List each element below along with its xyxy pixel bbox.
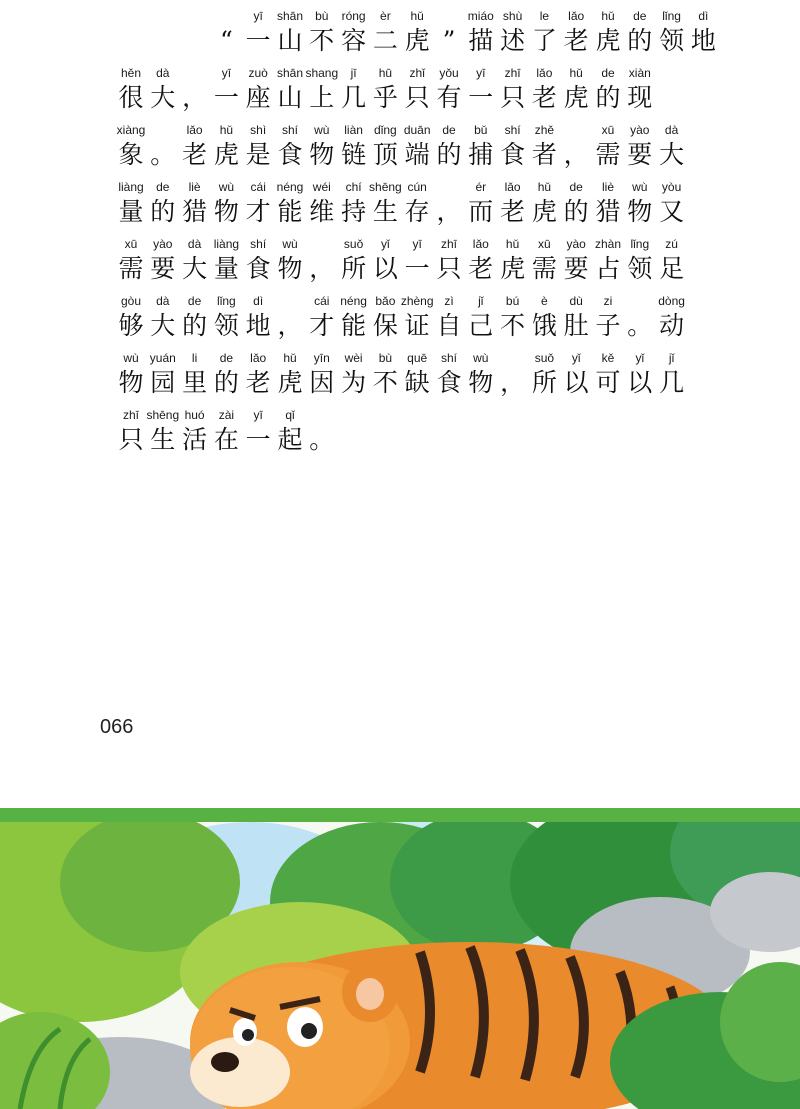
hanzi: 量 [118,197,144,226]
hanzi: 大 [150,311,176,340]
hanzi: 的 [563,197,589,226]
pinyin: suǒ [343,237,364,251]
hanzi: 领 [213,311,239,340]
hanzi: 要 [627,140,653,169]
hanzi: 一 [404,254,430,283]
hanzi: 又 [659,197,685,226]
hanzi: 食 [277,140,303,169]
pinyin: lǎo [250,351,267,365]
pinyin: de [633,9,647,23]
char-cell [276,237,304,293]
pinyin: xiàng [116,123,146,137]
pinyin: xū [601,123,615,137]
hanzi: 活 [182,425,208,454]
pinyin: chí [345,180,362,194]
hanzi: 猎 [182,197,208,226]
pinyin: xū [538,237,551,251]
hanzi: 虎 [404,26,430,55]
hanzi: ， [277,311,303,340]
pinyin: dì [253,294,264,308]
pinyin: cún [407,180,427,194]
hanzi: 动 [659,311,685,340]
hanzi: 链 [341,140,367,169]
hanzi: 虎 [595,26,621,55]
hanzi: 需 [118,254,144,283]
hanzi: 老 [468,254,494,283]
hanzi: 者 [531,140,557,169]
pinyin: lǎo [536,66,553,80]
pinyin: zhàn [594,237,622,251]
pinyin: shí [250,237,267,251]
pinyin: wù [218,180,235,194]
hanzi: 老 [531,83,557,112]
pinyin: cái [314,294,330,308]
pinyin: wù [282,237,298,251]
pinyin: liè [601,180,614,194]
hanzi: 证 [404,311,430,340]
pinyin: yǐ [381,237,390,251]
pinyin: liàng [213,237,240,251]
pinyin: yào [630,123,650,137]
char-cell [689,9,717,65]
hanzi: 几 [341,83,367,112]
pinyin: zhǐ [409,66,425,80]
hanzi: 要 [563,254,589,283]
pinyin: yī [412,237,422,251]
pinyin: bù [378,351,393,365]
hanzi: 几 [659,368,685,397]
pinyin: quē [407,351,428,365]
char-cell [244,294,272,350]
hanzi: 物 [468,368,494,397]
hanzi: 座 [245,83,271,112]
hanzi: 自 [436,311,462,340]
pinyin: yǐ [571,351,581,365]
pinyin: gòu [120,294,142,308]
pinyin: ér [475,180,487,194]
pinyin: wèi [344,351,363,365]
hanzi: 虎 [531,197,557,226]
hanzi: 乎 [372,83,398,112]
hanzi: 的 [627,26,653,55]
char-cell [308,408,336,464]
hanzi: 虎 [500,254,526,283]
pinyin: zhě [534,123,555,137]
pinyin: yī [221,66,232,80]
char-cell [594,294,622,350]
hanzi: 的 [213,368,239,397]
char-cell [658,237,686,293]
pinyin: zhī [122,408,139,422]
pinyin: zhī [504,66,521,80]
pinyin: dù [569,294,583,308]
pinyin: shí [440,351,457,365]
hanzi: 所 [341,254,367,283]
pinyin: dòng [658,294,685,308]
hanzi: 里 [182,368,208,397]
hanzi: 现 [627,83,653,112]
text-line [0,123,800,179]
pinyin: shù [502,9,523,23]
text-line [0,351,800,407]
hanzi: 猎 [595,197,621,226]
pinyin: wù [473,351,489,365]
pinyin: lǐng [662,9,681,23]
pinyin: dì [698,9,709,23]
hanzi: 食 [500,140,526,169]
pinyin: bǔ [474,123,488,137]
hanzi: 存 [404,197,430,226]
pinyin: hǔ [537,180,552,194]
hanzi: 一 [245,26,271,55]
hanzi: 顶 [372,140,398,169]
hanzi: 占 [595,254,621,283]
hanzi: 量 [213,254,239,283]
pinyin: shēng [369,180,402,194]
text-line [0,66,800,122]
pinyin: jǐ [668,351,675,365]
pinyin: dà [664,123,679,137]
pinyin: shì [250,123,267,137]
hanzi: 可 [595,368,621,397]
pinyin: yào [153,237,173,251]
hanzi: 有 [436,83,462,112]
pinyin: jǐ [478,294,484,308]
pinyin: róng [341,9,366,23]
pinyin: lǐng [630,237,650,251]
hanzi: 上 [309,83,335,112]
hanzi: 很 [118,83,144,112]
pinyin: è [541,294,548,308]
char-cell [626,66,654,122]
hanzi: 只 [404,83,430,112]
pinyin: cái [250,180,266,194]
pinyin: shang [305,66,339,80]
hanzi: 地 [690,26,716,55]
pinyin: hěn [120,66,142,80]
char-cell [658,123,686,179]
char-cell [467,351,495,407]
hanzi: 能 [341,311,367,340]
hanzi: 只 [436,254,462,283]
green-band [0,808,800,822]
hanzi: 大 [659,140,685,169]
hanzi: 己 [468,311,494,340]
hanzi: 子 [595,311,621,340]
pinyin: le [539,9,550,23]
hanzi: 而 [468,197,494,226]
hanzi: 。 [150,140,176,169]
pinyin: hǔ [283,351,297,365]
pinyin: bǎo [375,294,396,308]
pinyin: kě [601,351,615,365]
pinyin: de [569,180,583,194]
hanzi: 物 [213,197,239,226]
tiger-in-jungle-illustration [0,822,800,1109]
pinyin: huó [184,408,205,422]
pinyin: jī [350,66,357,80]
pinyin: lǎo [568,9,585,23]
pinyin: liàng [118,180,144,194]
pinyin: yīn [313,351,330,365]
hanzi: 大 [150,83,176,112]
char-cell [403,180,431,236]
hanzi: 为 [341,368,367,397]
hanzi: 述 [500,26,526,55]
pinyin: yòu [661,180,682,194]
pinyin: bú [505,294,520,308]
hanzi: ， [182,83,208,112]
char-cell [149,66,177,122]
hanzi: 生 [150,425,176,454]
pinyin: néng [276,180,304,194]
hanzi: 园 [150,368,176,397]
hanzi: ” [442,26,456,55]
hanzi: 虎 [563,83,589,112]
hanzi: 二 [372,26,398,55]
hanzi: 才 [309,311,335,340]
pinyin: xiàn [628,66,651,80]
char-cell [276,408,304,464]
hanzi: 。 [627,311,653,340]
hanzi: 不 [500,311,526,340]
pinyin: de [601,66,615,80]
hanzi: 捕 [468,140,494,169]
pinyin: zi [603,294,613,308]
pinyin: suǒ [534,351,555,365]
pinyin: liè [188,180,201,194]
hanzi: 了 [531,26,557,55]
pinyin: wéi [312,180,331,194]
hanzi: ， [500,368,526,397]
char-cell [658,294,686,350]
pinyin: dǐng [374,123,397,137]
pinyin: dà [156,294,170,308]
hanzi: 一 [245,425,271,454]
hanzi: 起 [277,425,303,454]
hanzi: 的 [182,311,208,340]
hanzi: 领 [659,26,685,55]
hanzi: ， [309,254,335,283]
hanzi: 需 [595,140,621,169]
pinyin: zhèng [400,294,434,308]
hanzi: 领 [627,254,653,283]
hanzi: 物 [118,368,144,397]
pinyin: dà [156,66,170,80]
hanzi: 老 [500,197,526,226]
hanzi: 才 [245,197,271,226]
hanzi: 的 [150,197,176,226]
hanzi: ， [563,140,589,169]
hanzi: 能 [277,197,303,226]
text-line [0,294,800,350]
pinyin: shān [276,9,304,23]
pinyin: lǎo [504,180,521,194]
char-cell [117,123,145,179]
pinyin: néng [340,294,367,308]
hanzi: 山 [277,26,303,55]
pinyin: zì [444,294,454,308]
pinyin: hǔ [601,9,615,23]
pinyin: hǔ [219,123,234,137]
hanzi: 饿 [531,311,557,340]
hanzi: 的 [595,83,621,112]
pinyin: yào [566,237,586,251]
hanzi: 是 [245,140,271,169]
text-line [0,237,800,293]
pinyin: lǐng [217,294,236,308]
hanzi: 物 [277,254,303,283]
hanzi: 山 [277,83,303,112]
hanzi: 够 [118,311,144,340]
pinyin: shēng [146,408,180,422]
hanzi: 一 [468,83,494,112]
pinyin: lǎo [186,123,203,137]
hanzi: 所 [531,368,557,397]
char-cell [658,351,686,407]
hanzi: 足 [659,254,685,283]
pinyin: èr [380,9,391,23]
pinyin: shān [276,66,304,80]
hanzi: 不 [372,368,398,397]
hanzi: 虎 [277,368,303,397]
hanzi: 以 [627,368,653,397]
pinyin: yī [253,408,263,422]
pinyin: wù [123,351,139,365]
hanzi: 老 [182,140,208,169]
pinyin: hǔ [569,66,583,80]
pinyin: de [187,294,202,308]
hanzi: 的 [436,140,462,169]
pinyin: yǒu [439,66,459,80]
pinyin: hǔ [505,237,520,251]
hanzi: 食 [245,254,271,283]
hanzi: 一 [213,83,239,112]
pinyin: shí [504,123,521,137]
hanzi: 要 [150,254,176,283]
hanzi: 地 [245,311,271,340]
hanzi: 描 [468,26,494,55]
pinyin: wù [632,180,648,194]
text-line [0,180,800,236]
hanzi: 只 [118,425,144,454]
hanzi: 老 [245,368,271,397]
hanzi: “ [220,26,233,55]
hanzi: 物 [309,140,335,169]
pinyin: hǔ [410,9,424,23]
pinyin: qǐ [285,408,295,422]
pinyin: de [442,123,456,137]
pinyin: zài [218,408,235,422]
hanzi: 生 [372,197,398,226]
pinyin: wù [314,123,330,137]
hanzi: 大 [182,254,208,283]
hanzi: 以 [563,368,589,397]
hanzi: 容 [341,26,367,55]
pinyin: yī [476,66,486,80]
pinyin: li [191,351,198,365]
pinyin: yī [253,9,263,23]
pinyin: lǎo [472,237,489,251]
char-cell [403,9,431,65]
page-number: 066 [100,716,134,738]
pinyin: zuò [248,66,268,80]
hanzi: 需 [531,254,557,283]
hanzi: 物 [627,197,653,226]
char-cell [530,123,558,179]
text-line [0,408,800,464]
pinyin: bù [315,9,329,23]
pinyin: duān [403,123,431,137]
hanzi: 象 [118,140,144,169]
hanzi: 。 [309,425,335,454]
hanzi: 肚 [563,311,589,340]
pinyin: zú [665,237,678,251]
pinyin: yuán [149,351,176,365]
hanzi: 食 [436,368,462,397]
pinyin: shí [281,123,298,137]
hanzi: 持 [341,197,367,226]
hanzi: 只 [500,83,526,112]
hanzi: 虎 [213,140,239,169]
hanzi: ， [436,197,462,226]
pinyin: liàn [344,123,363,137]
pinyin: de [156,180,170,194]
hanzi: 缺 [404,368,430,397]
hanzi: 老 [563,26,589,55]
hanzi: 端 [404,140,430,169]
text-line [0,9,800,65]
hanzi: 以 [372,254,398,283]
hanzi: 不 [309,26,335,55]
hanzi: 保 [372,311,398,340]
pinyin: xū [124,237,138,251]
pinyin: zhī [440,237,457,251]
pinyin: hū [378,66,393,80]
pinyin: yǐ [635,351,645,365]
pinyin: de [219,351,234,365]
hanzi: 在 [213,425,239,454]
char-cell [658,180,686,236]
pinyin: dà [187,237,202,251]
hanzi: 因 [309,368,335,397]
hanzi: 维 [309,197,335,226]
pinyin: miáo [467,9,494,23]
